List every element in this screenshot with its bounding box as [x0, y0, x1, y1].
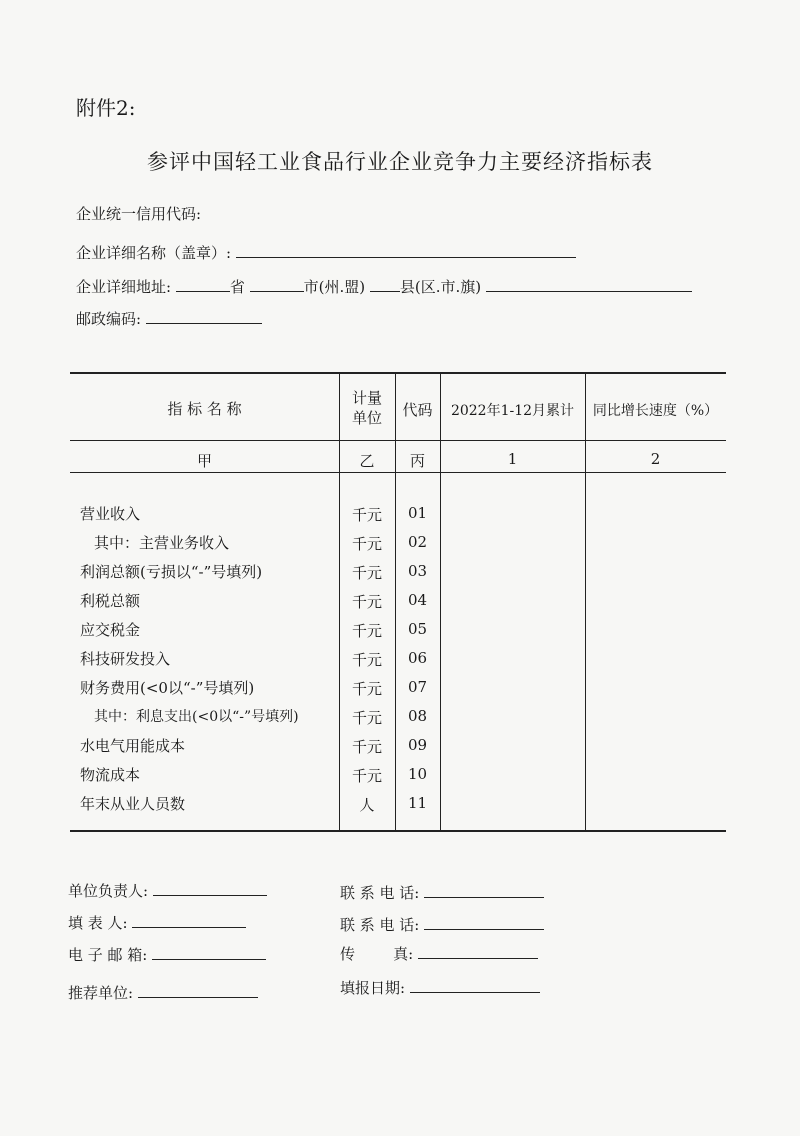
table-top-border — [70, 372, 726, 374]
subheader-divider — [70, 472, 726, 473]
row-name: 物流成本 — [80, 766, 141, 784]
phone2-row — [340, 914, 544, 935]
header-unit-line1: 计量 — [351, 389, 382, 407]
row-name: 其中：利息支出(<0以“-”号填列) — [94, 709, 299, 725]
indicator-table — [70, 372, 726, 832]
credit-code-label: 企业统一信用代码: — [76, 205, 202, 223]
header-name: 指 标 名 称 — [167, 400, 242, 418]
fax-row — [340, 943, 538, 964]
row-unit: 千元 — [351, 593, 382, 611]
row-code: 09 — [407, 736, 428, 754]
company-name-label: 企业详细名称（盖章）: — [76, 244, 232, 262]
phone1-field[interactable] — [424, 883, 544, 898]
filler-row — [68, 912, 246, 933]
header-unit-line2: 单位 — [351, 409, 382, 427]
phone2-field[interactable] — [424, 915, 544, 930]
row-code: 07 — [407, 678, 428, 696]
row-unit: 千元 — [351, 738, 382, 756]
subheader-name: 甲 — [196, 452, 212, 470]
company-name-field[interactable] — [236, 243, 576, 258]
row-code: 10 — [407, 765, 428, 783]
row-name: 营业收入 — [80, 505, 141, 523]
fax-label: 传 真: — [340, 945, 414, 963]
city-field[interactable] — [250, 277, 304, 292]
attachment-label: 附件2: — [76, 96, 136, 120]
row-unit: 人 — [359, 796, 375, 814]
email-field[interactable] — [152, 945, 266, 960]
phone1-label: 联 系 电 话: — [340, 884, 420, 902]
phone2-label: 联 系 电 话: — [340, 916, 420, 934]
fax-field[interactable] — [418, 944, 538, 959]
row-unit: 千元 — [351, 564, 382, 582]
header-code: 代码 — [402, 401, 433, 419]
date-label: 填报日期: — [340, 979, 406, 997]
email-row — [68, 944, 266, 965]
subheader-col2: 2 — [650, 450, 661, 468]
filler-field[interactable] — [132, 913, 246, 928]
county-field[interactable] — [370, 277, 400, 292]
row-code: 08 — [407, 707, 428, 725]
subheader-unit: 乙 — [359, 452, 375, 470]
postal-field[interactable] — [146, 309, 262, 324]
header-divider — [70, 440, 726, 441]
leader-row — [68, 880, 267, 901]
row-name: 年末从业人员数 — [80, 795, 186, 813]
row-name: 应交税金 — [80, 621, 141, 639]
filler-label: 填 表 人: — [68, 914, 128, 932]
date-field[interactable] — [410, 978, 540, 993]
table-bottom-border — [70, 830, 726, 832]
street-field[interactable] — [486, 277, 692, 292]
province-field[interactable] — [176, 277, 230, 292]
row-unit: 千元 — [351, 622, 382, 640]
row-name: 其中：主营业务收入 — [94, 534, 230, 552]
row-unit: 千元 — [351, 535, 382, 553]
county-label: 县(区.市.旗) — [399, 278, 482, 296]
email-label: 电 子 邮 箱: — [68, 946, 148, 964]
row-name: 利税总额 — [80, 592, 141, 610]
row-name: 财务费用(<0以“-”号填列) — [80, 679, 255, 697]
province-label: 省 — [229, 278, 245, 296]
row-code: 06 — [407, 649, 428, 667]
row-code: 05 — [407, 620, 428, 638]
row-unit: 千元 — [351, 651, 382, 669]
recommender-field[interactable] — [138, 983, 258, 998]
phone1-row — [340, 882, 544, 903]
row-name: 科技研发投入 — [80, 650, 171, 668]
row-name: 利润总额(亏损以“-”号填列) — [80, 563, 263, 581]
row-unit: 千元 — [351, 506, 382, 524]
leader-label: 单位负责人: — [68, 882, 149, 900]
subheader-code: 丙 — [409, 452, 425, 470]
recommender-row — [68, 982, 258, 1003]
postal-label: 邮政编码: — [76, 310, 142, 328]
address-row — [76, 276, 692, 297]
row-code: 01 — [407, 504, 428, 522]
row-unit: 千元 — [351, 767, 382, 785]
recommender-label: 推荐单位: — [68, 984, 134, 1002]
row-code: 02 — [407, 533, 428, 551]
header-col1: 2022年1-12月累计 — [450, 403, 575, 419]
subheader-col1: 1 — [507, 450, 518, 468]
header-col2: 同比增长速度（%） — [592, 403, 719, 419]
row-name: 水电气用能成本 — [80, 737, 186, 755]
leader-field[interactable] — [153, 881, 267, 896]
page-title: 参评中国轻工业食品行业企业竞争力主要经济指标表 — [147, 150, 653, 174]
company-name-row — [76, 242, 576, 263]
row-code: 11 — [407, 794, 428, 812]
date-row — [340, 977, 540, 998]
address-label: 企业详细地址: — [76, 278, 172, 296]
row-unit: 千元 — [351, 709, 382, 727]
col-divider-3 — [440, 372, 441, 832]
postal-row — [76, 308, 262, 329]
row-unit: 千元 — [351, 680, 382, 698]
row-code: 04 — [407, 591, 428, 609]
col-divider-4 — [585, 372, 586, 832]
header-unit — [339, 388, 395, 428]
city-label: 市(州.盟) — [303, 278, 366, 296]
row-code: 03 — [407, 562, 428, 580]
